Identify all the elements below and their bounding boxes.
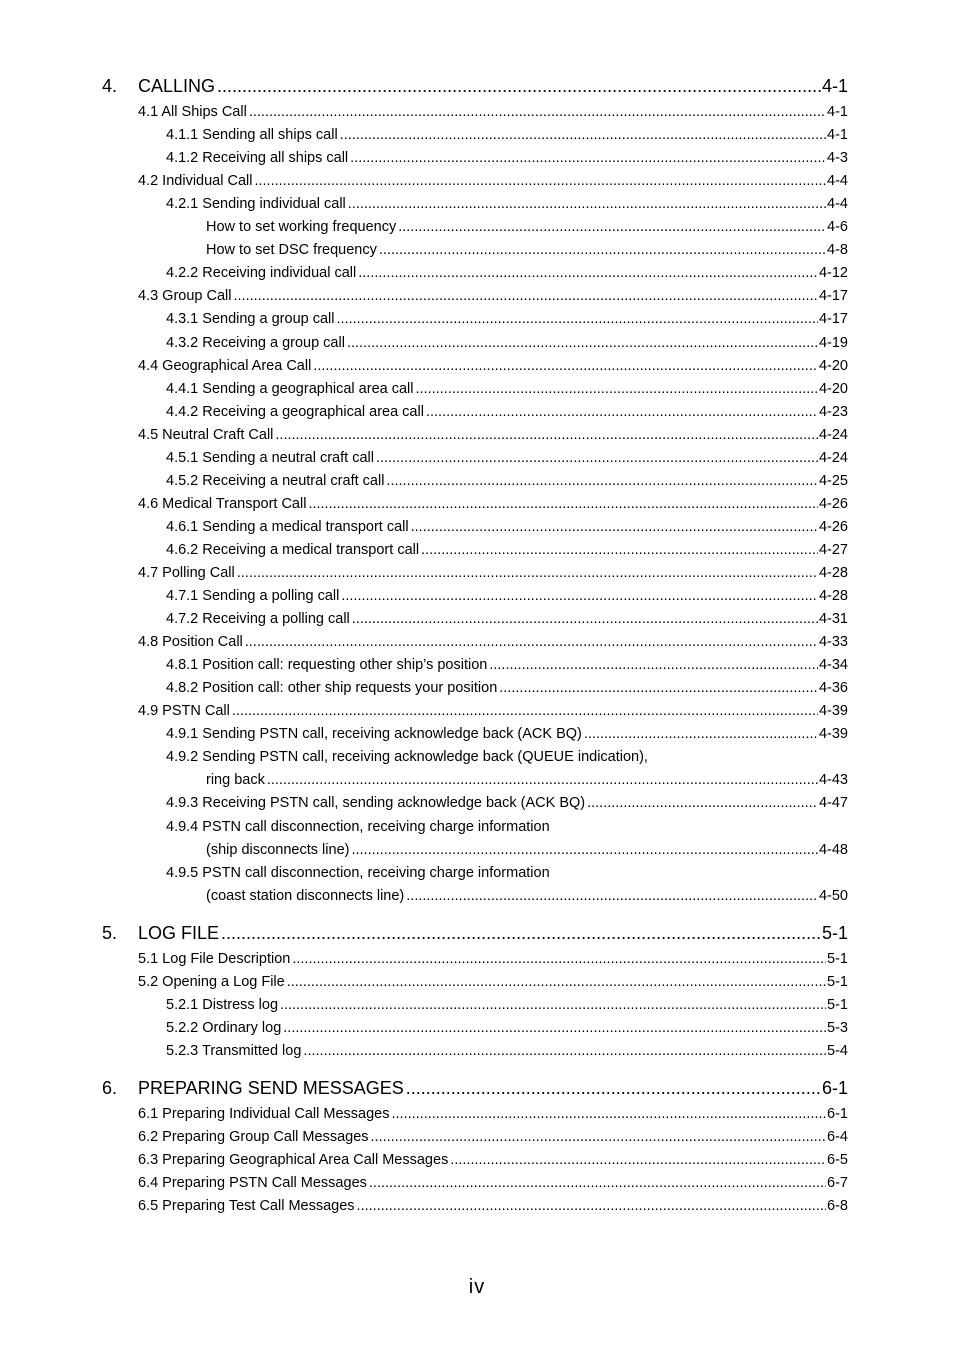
toc-entry-page: 4-4 (827, 196, 848, 212)
toc-entry-title: 6.5 Preparing Test Call Messages (138, 1198, 355, 1214)
toc-entry-page: 4-24 (818, 427, 848, 443)
toc-entry-title: PREPARING SEND MESSAGES (138, 1078, 404, 1098)
toc-entry-title: 4.3.1 Sending a group call (166, 311, 335, 327)
toc-entry[interactable] (206, 836, 848, 858)
toc-entry[interactable] (166, 536, 848, 558)
toc-entry-title: 5.1 Log File Description (138, 951, 291, 967)
toc-entry[interactable] (166, 190, 848, 212)
toc-entry-title: 6.2 Preparing Group Call Messages (138, 1129, 369, 1145)
dot-leader (245, 634, 818, 650)
toc-entry-page: 4-36 (818, 680, 848, 696)
toc-entry[interactable] (166, 813, 848, 835)
dot-leader (587, 795, 818, 811)
toc-entry[interactable] (138, 1169, 848, 1191)
toc-entry-title: 4.3.2 Receiving a group call (166, 335, 345, 351)
dot-leader (292, 951, 826, 967)
dot-leader (280, 997, 826, 1013)
toc-entry[interactable] (166, 144, 848, 166)
dot-leader (391, 1106, 826, 1122)
toc-entry-title: 4.1.1 Sending all ships call (166, 127, 338, 143)
dot-leader (489, 657, 818, 673)
toc-entry-page: 4-4 (827, 173, 848, 189)
toc-entry-title: 4.8.1 Position call: requesting other ship’s position (166, 657, 488, 673)
dot-leader (499, 680, 818, 696)
toc-entry[interactable] (166, 605, 848, 627)
dot-leader (406, 1078, 821, 1099)
dot-leader (313, 358, 818, 374)
toc-entry-title: 4.6.2 Receiving a medical transport call (166, 542, 420, 558)
toc-entry-title: How to set working frequency (206, 219, 397, 235)
dot-leader (267, 772, 818, 788)
toc-entry-page: 4-28 (818, 565, 848, 581)
toc-entry[interactable] (166, 789, 848, 811)
dot-leader (221, 923, 821, 944)
toc-entry-page: 6-5 (827, 1152, 848, 1168)
toc-entry-page: 6-7 (827, 1175, 848, 1191)
toc-entry-title: 4.4.1 Sending a geographical area call (166, 381, 414, 397)
toc-entry-page: 6-4 (827, 1129, 848, 1145)
dot-leader (308, 496, 818, 512)
toc-entry-page: 6-8 (827, 1198, 848, 1214)
dot-leader (358, 265, 818, 281)
dot-leader (232, 703, 818, 719)
toc-entry[interactable] (166, 305, 848, 327)
toc-entry-page: 4-26 (818, 519, 848, 535)
toc-entry-title: 4.9.3 Receiving PSTN call, sending acknowledge back (ACK BQ) (166, 795, 586, 811)
toc-entry[interactable] (166, 720, 848, 742)
toc-entry-page: 4-28 (818, 588, 848, 604)
toc-entry-title: 4.4 Geographical Area Call (138, 358, 312, 374)
toc-entry-title: 6.3 Preparing Geographical Area Call Messages (138, 1152, 449, 1168)
toc-entry-title: 4.5.2 Receiving a neutral craft call (166, 473, 385, 489)
dot-leader (234, 288, 818, 304)
toc-entry-page: 4-17 (818, 311, 848, 327)
page-number: iv (468, 1276, 486, 1298)
dot-leader (426, 404, 818, 420)
toc-entry[interactable] (138, 490, 848, 512)
toc-entry[interactable] (166, 651, 848, 673)
toc-entry-page: 4-31 (818, 611, 848, 627)
toc-entry-title: 4.4.2 Receiving a geographical area call (166, 404, 424, 420)
toc-entry-title: 4.9.2 Sending PSTN call, receiving acknowledge back (QUEUE indication), (166, 749, 648, 765)
dot-leader (421, 542, 818, 558)
toc-entry[interactable] (166, 259, 848, 281)
toc-entry-page: 4-23 (818, 404, 848, 420)
toc-entry[interactable] (102, 75, 848, 97)
toc-entry-page: 4-34 (818, 657, 848, 673)
toc-entry-page: 4-17 (818, 288, 848, 304)
toc-entry-title: 4.9.4 PSTN call disconnection, receiving charge information (166, 819, 550, 835)
toc-entry[interactable] (138, 968, 848, 990)
toc-entry[interactable] (166, 513, 848, 535)
toc-entry[interactable] (166, 582, 848, 604)
dot-leader (217, 76, 821, 97)
toc-entry-title: 4.9.1 Sending PSTN call, receiving acknowledge back (ACK BQ) (166, 726, 582, 742)
dot-leader (406, 888, 818, 904)
toc-entry-page: 4-6 (827, 219, 848, 235)
toc-entry-title: 5.2.2 Ordinary log (166, 1020, 282, 1036)
toc-entry-page: 6-1 (821, 1078, 848, 1098)
toc-entry-page: 4-47 (818, 795, 848, 811)
toc-entry[interactable] (102, 1077, 848, 1099)
toc-entry-title: 4.5 Neutral Craft Call (138, 427, 274, 443)
toc-entry-title: 4.9 PSTN Call (138, 703, 230, 719)
toc-entry[interactable] (166, 398, 848, 420)
toc-entry-title: 4.2.2 Receiving individual call (166, 265, 357, 281)
toc-entry-page: 4-48 (818, 842, 848, 858)
toc-entry-page: 4-50 (818, 888, 848, 904)
dot-leader (415, 381, 817, 397)
toc-entry[interactable] (166, 1014, 848, 1036)
toc-entry-page: 4-26 (818, 496, 848, 512)
dot-leader (303, 1043, 826, 1059)
toc-entry-title: 5.2.1 Distress log (166, 997, 279, 1013)
toc-entry-page: 4-27 (818, 542, 848, 558)
toc-entry-title: LOG FILE (138, 923, 220, 943)
toc-entry[interactable] (138, 1146, 848, 1168)
chapter-number: 4. (102, 76, 118, 96)
toc-entry-title: 4.8.2 Position call: other ship requests your position (166, 680, 498, 696)
dot-leader (283, 1020, 826, 1036)
toc-entry-title: (coast station disconnects line) (206, 888, 405, 904)
toc-entry-page: 4-3 (827, 150, 848, 166)
toc-entry-title: 4.1.2 Receiving all ships call (166, 150, 349, 166)
toc-entry[interactable] (138, 1192, 848, 1214)
toc-entry-page: 4-39 (818, 726, 848, 742)
toc-entry-page: 4-20 (818, 358, 848, 374)
toc-entry-title: ring back (206, 772, 265, 788)
dot-leader (584, 726, 818, 742)
toc-entry-title: 4.7.2 Receiving a polling call (166, 611, 350, 627)
toc-entry[interactable] (138, 628, 848, 650)
dot-leader (398, 219, 826, 235)
toc-entry[interactable] (166, 467, 848, 489)
toc-entry[interactable] (166, 121, 848, 143)
toc-entry[interactable] (166, 444, 848, 466)
dot-leader (341, 588, 818, 604)
toc-entry-title: 4.7.1 Sending a polling call (166, 588, 340, 604)
toc-entry-page: 5-1 (821, 923, 848, 943)
toc-entry-title: 4.3 Group Call (138, 288, 232, 304)
toc-entry[interactable] (206, 766, 848, 788)
toc-entry[interactable] (206, 213, 848, 235)
toc-entry-page: 4-1 (827, 104, 848, 120)
toc-entry[interactable] (206, 236, 848, 258)
toc-entry-page: 4-1 (821, 76, 848, 96)
dot-leader (369, 1175, 826, 1191)
toc-entry-page: 5-3 (827, 1020, 848, 1036)
toc-entry-page: 6-1 (827, 1106, 848, 1122)
dot-leader (337, 311, 818, 327)
toc-entry-title: 5.2 Opening a Log File (138, 974, 285, 990)
toc-entry-title: 4.7 Polling Call (138, 565, 235, 581)
dot-leader (411, 519, 818, 535)
toc-entry-title: 4.2.1 Sending individual call (166, 196, 346, 212)
toc-entry[interactable] (138, 167, 848, 189)
toc-entry[interactable] (138, 1100, 848, 1122)
toc-entry[interactable] (138, 697, 848, 719)
dot-leader (379, 242, 826, 258)
toc-entry[interactable] (166, 375, 848, 397)
toc-entry-title: 4.6 Medical Transport Call (138, 496, 307, 512)
toc-entry-title: How to set DSC frequency (206, 242, 377, 258)
toc-entry[interactable] (138, 421, 848, 443)
chapter-number: 6. (102, 1078, 118, 1098)
dot-leader (351, 842, 818, 858)
dot-leader (350, 150, 826, 166)
toc-entry[interactable] (138, 282, 848, 304)
dot-leader (237, 565, 818, 581)
toc-entry-title: 4.2 Individual Call (138, 173, 253, 189)
toc-entry[interactable] (166, 743, 848, 765)
toc-entry[interactable] (166, 991, 848, 1013)
toc-entry[interactable] (138, 1123, 848, 1145)
dot-leader (348, 196, 826, 212)
toc-entry-page: 5-4 (827, 1043, 848, 1059)
toc-entry[interactable] (166, 1037, 848, 1059)
toc-entry[interactable] (166, 674, 848, 696)
toc-entry-page: 4-43 (818, 772, 848, 788)
toc-entry[interactable] (166, 859, 848, 881)
toc-entry-title: 4.8 Position Call (138, 634, 243, 650)
toc-entry[interactable] (138, 945, 848, 967)
chapter-number: 5. (102, 923, 118, 943)
toc-entry[interactable] (102, 922, 848, 944)
toc-entry-page: 4-19 (818, 335, 848, 351)
toc-entry[interactable] (166, 329, 848, 351)
toc-entry-page: 4-39 (818, 703, 848, 719)
toc-entry-page: 5-1 (827, 951, 848, 967)
toc-entry-page: 5-1 (827, 974, 848, 990)
toc-entry-title: 6.1 Preparing Individual Call Messages (138, 1106, 390, 1122)
toc-entry-title: CALLING (138, 76, 216, 96)
dot-leader (386, 473, 818, 489)
toc-entry-page: 4-24 (818, 450, 848, 466)
toc-entry-page: 4-20 (818, 381, 848, 397)
toc-entry-page: 4-25 (818, 473, 848, 489)
toc-entry-page: 4-8 (827, 242, 848, 258)
dot-leader (352, 611, 818, 627)
toc-entry-page: 4-1 (827, 127, 848, 143)
dot-leader (287, 974, 826, 990)
dot-leader (371, 1129, 827, 1145)
toc-entry-title: 4.9.5 PSTN call disconnection, receiving charge information (166, 865, 550, 881)
dot-leader (254, 173, 826, 189)
toc-entry-page: 4-33 (818, 634, 848, 650)
toc-entry[interactable] (138, 98, 848, 120)
toc-entry[interactable] (138, 352, 848, 374)
dot-leader (340, 127, 826, 143)
dot-leader (357, 1198, 826, 1214)
dot-leader (347, 335, 818, 351)
toc-entry-title: 4.1 All Ships Call (138, 104, 247, 120)
toc-entry-page: 5-1 (827, 997, 848, 1013)
dot-leader (450, 1152, 826, 1168)
toc-entry[interactable] (206, 882, 848, 904)
toc-entry-title: 4.5.1 Sending a neutral craft call (166, 450, 374, 466)
toc-entry-title: 5.2.3 Transmitted log (166, 1043, 302, 1059)
toc-entry-title: (ship disconnects line) (206, 842, 350, 858)
toc-entry[interactable] (138, 559, 848, 581)
toc-entry-title: 6.4 Preparing PSTN Call Messages (138, 1175, 367, 1191)
dot-leader (249, 104, 826, 120)
dot-leader (376, 450, 818, 466)
dot-leader (275, 427, 818, 443)
toc-entry-page: 4-12 (818, 265, 848, 281)
toc-entry-title: 4.6.1 Sending a medical transport call (166, 519, 409, 535)
